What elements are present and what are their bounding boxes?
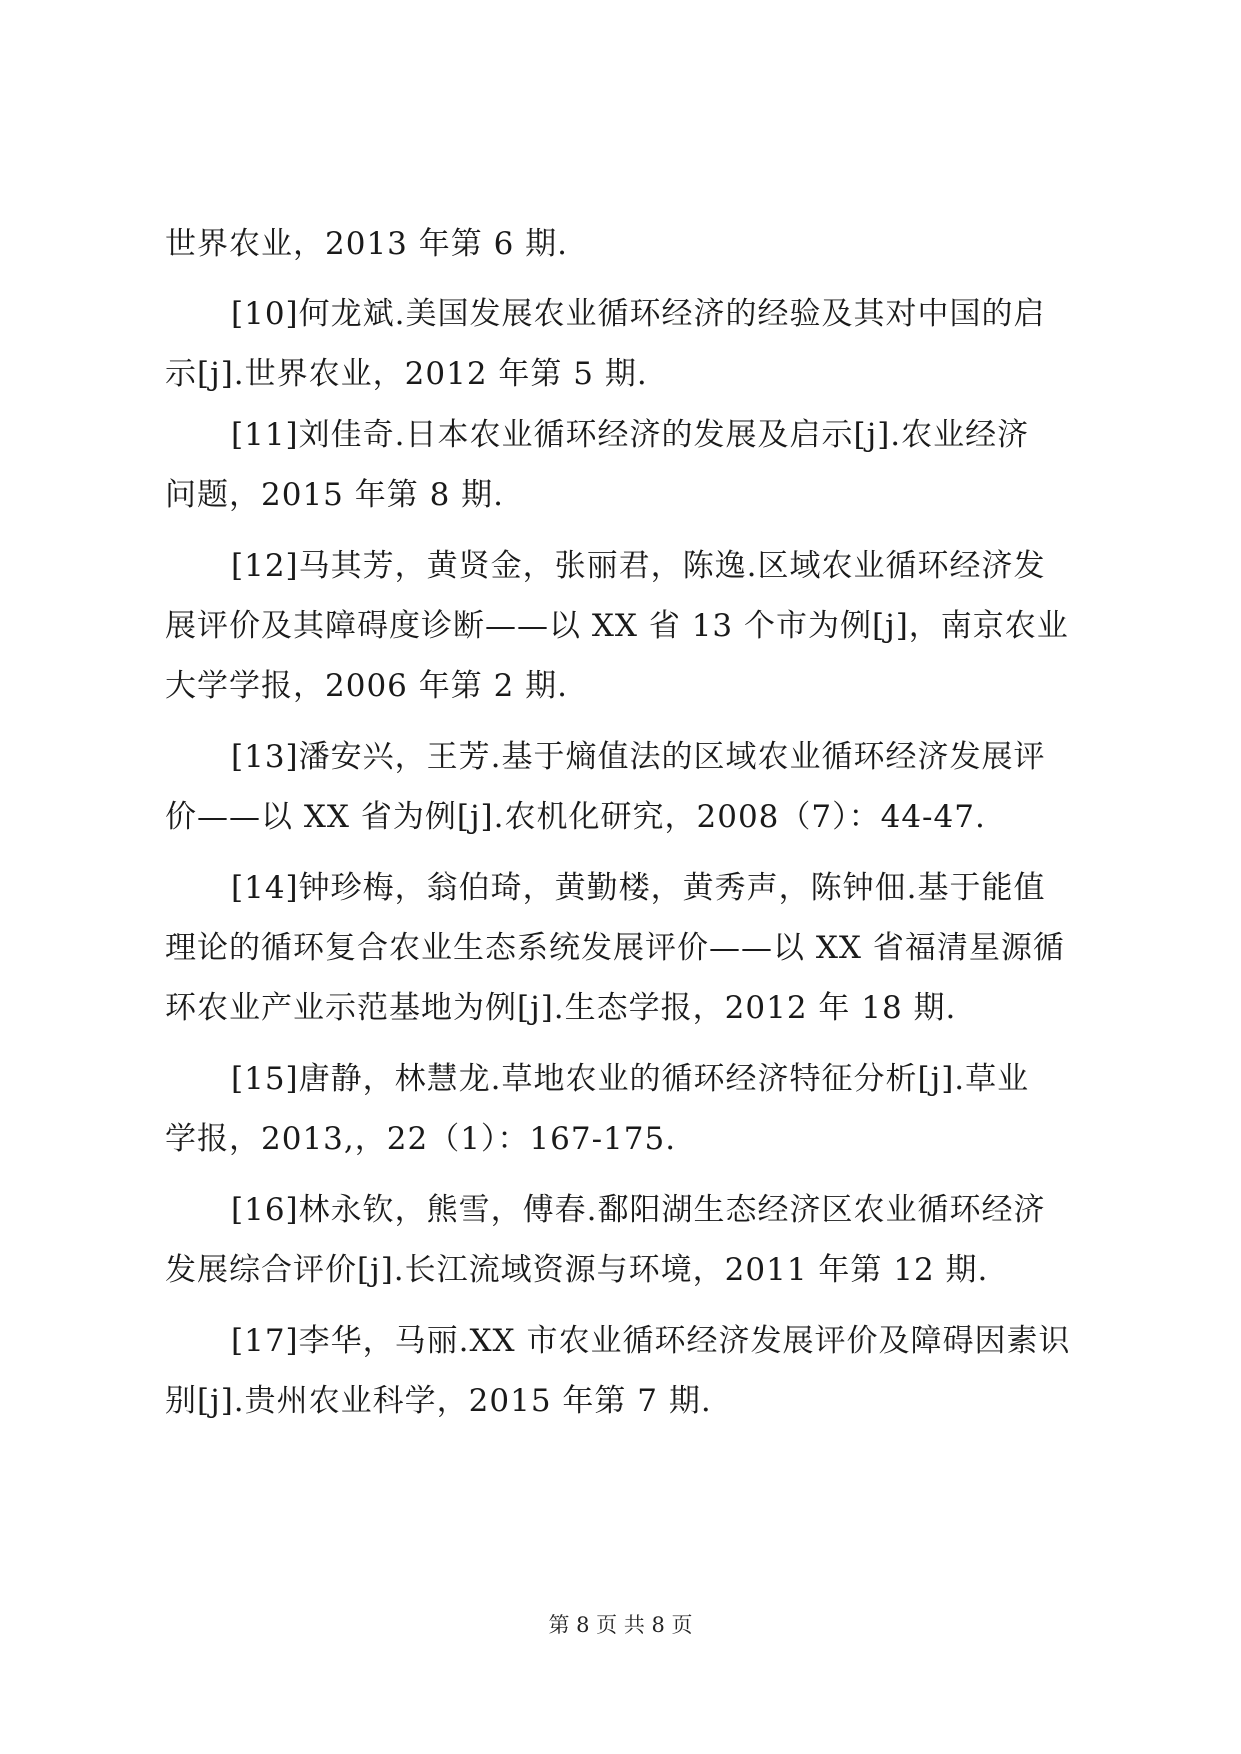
reference-line: 展评价及其障碍度诊断——以 XX 省 13 个市为例[j]，南京农业 bbox=[165, 608, 1069, 644]
reference-line: [17]李华，马丽.XX 市农业循环经济发展评价及障碍因素识 bbox=[231, 1323, 1071, 1359]
reference-line: 问题，2015 年第 8 期. bbox=[165, 477, 505, 513]
reference-line: [15]唐静，林慧龙.草地农业的循环经济特征分析[j].草业 bbox=[231, 1061, 1030, 1097]
reference-line: [11]刘佳奇.日本农业循环经济的发展及启示[j].农业经济 bbox=[231, 417, 1030, 453]
reference-line: 价——以 XX 省为例[j].农机化研究，2008（7）：44-47. bbox=[165, 799, 986, 835]
reference-line: 发展综合评价[j].长江流域资源与环境，2011 年第 12 期. bbox=[165, 1252, 989, 1288]
page-number-footer: 第 8 页 共 8 页 bbox=[548, 1613, 693, 1637]
reference-line: [13]潘安兴，王芳.基于熵值法的区域农业循环经济发展评 bbox=[231, 739, 1046, 775]
reference-line: 大学学报，2006 年第 2 期. bbox=[165, 668, 569, 704]
reference-line: [12]马其芳，黄贤金，张丽君，陈逸.区域农业循环经济发 bbox=[231, 548, 1046, 584]
reference-line: 别[j].贵州农业科学，2015 年第 7 期. bbox=[165, 1383, 712, 1419]
reference-line: 学报，2013,，22（1）：167-175. bbox=[165, 1121, 677, 1157]
reference-line: 示[j].世界农业，2012 年第 5 期. bbox=[165, 356, 648, 392]
reference-line: 理论的循环复合农业生态系统发展评价——以 XX 省福清星源循 bbox=[165, 930, 1065, 966]
reference-line: [14]钟珍梅，翁伯琦，黄勤楼，黄秀声，陈钟佃.基于能值 bbox=[231, 870, 1046, 906]
reference-line: [16]林永钦，熊雪，傅春.鄱阳湖生态经济区农业循环经济 bbox=[231, 1192, 1046, 1228]
reference-line: 环农业产业示范基地为例[j].生态学报，2012 年 18 期. bbox=[165, 990, 957, 1026]
reference-line: [10]何龙斌.美国发展农业循环经济的经验及其对中国的启 bbox=[231, 296, 1046, 332]
reference-line: 世界农业，2013 年第 6 期. bbox=[165, 226, 569, 262]
